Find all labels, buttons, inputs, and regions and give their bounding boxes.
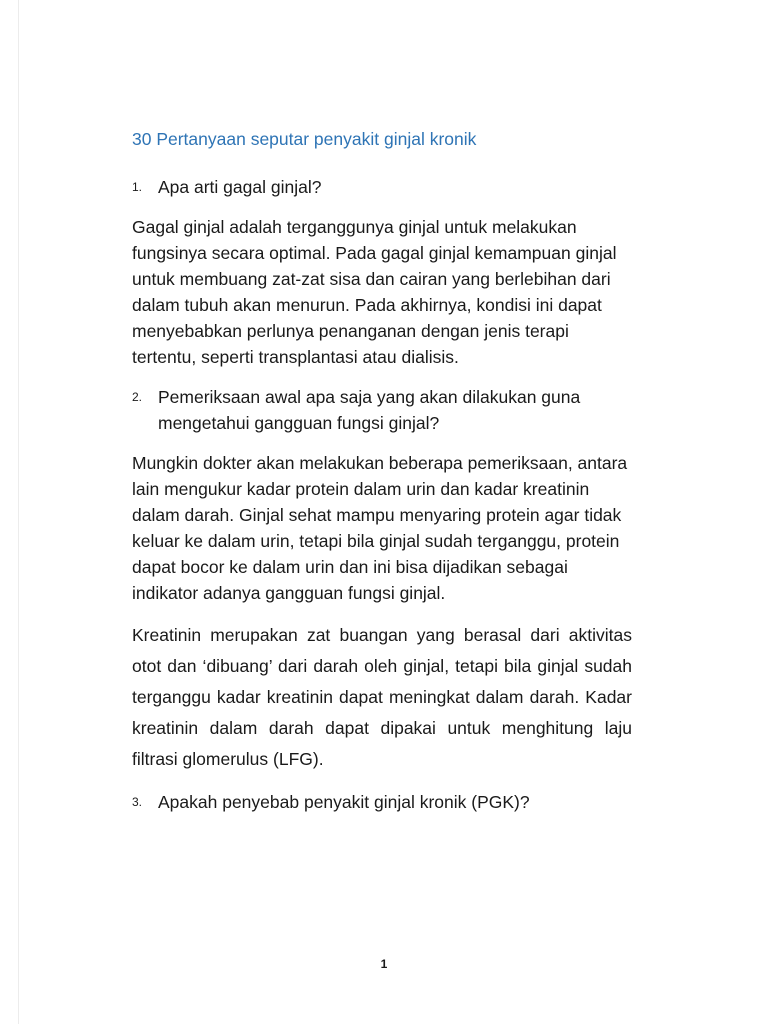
answer-paragraph-2b: Kreatinin merupakan zat buangan yang berasal dari aktivitas otot dan ‘dibuang’ dari darah oleh ginjal, tetapi bila ginjal sudah terganggu kadar kreatinin dapat meningkat dalam darah. Kadar kreatinin dalam darah dapat dipakai untuk menghitung laju filtrasi glomerulus (LFG).: [132, 625, 632, 769]
question-number: 1.: [132, 180, 143, 194]
question-1: [132, 174, 632, 200]
question-number: 2.: [132, 390, 143, 404]
question-number: 3.: [132, 795, 143, 809]
question-text: Apakah penyebab penyakit ginjal kronik (PGK)?: [158, 792, 530, 812]
question-3: [132, 789, 632, 815]
answer-paragraph-1: Gagal ginjal adalah terganggunya ginjal untuk melakukan fungsinya secara optimal. Pada gagal ginjal kemampuan ginjal untuk membuang zat-zat sisa dan cairan yang berlebihan dari dalam tubuh akan menurun. Pada akhirnya, kondisi ini dapat menyebabkan perlunya penanganan dengan jenis terapi tertentu, seperti transplantasi atau dialisis.: [132, 217, 617, 367]
answer-paragraph-2a: Mungkin dokter akan melakukan beberapa pemeriksaan, antara lain mengukur kadar protein dalam urin dan kadar kreatinin dalam darah. Ginjal sehat mampu menyaring protein agar tidak keluar ke dalam urin, tetapi bila ginjal sudah terganggu, protein dapat bocor ke dalam urin dan ini bisa dijadikan sebagai indikator adanya gangguan fungsi ginjal.: [132, 453, 628, 603]
page-number: 1: [380, 957, 388, 971]
question-2: [132, 384, 632, 436]
question-text: Pemeriksaan awal apa saja yang akan dilakukan guna mengetahui gangguan fungsi ginjal?: [158, 387, 581, 433]
question-text: Apa arti gagal ginjal?: [158, 177, 322, 197]
document-title: 30 Pertanyaan seputar penyakit ginjal kronik: [132, 129, 477, 149]
page-edge-divider: [18, 0, 19, 1024]
document-body: [132, 126, 632, 829]
